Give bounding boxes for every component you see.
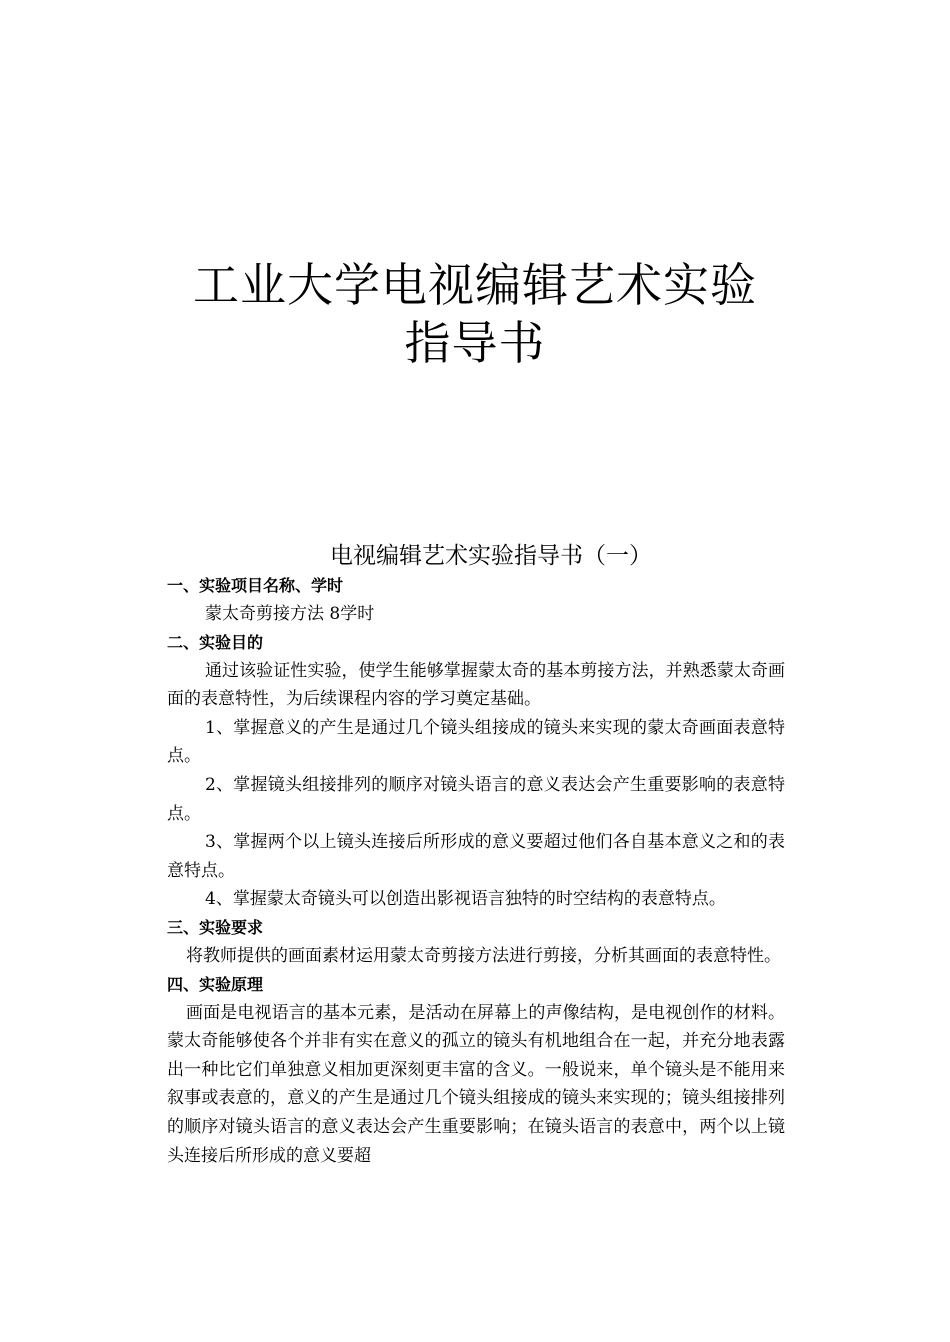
document-subtitle: 电视编辑艺术实验指导书（一） bbox=[330, 543, 652, 569]
section-experiment-name bbox=[167, 572, 785, 629]
section-heading: 三、实验要求 bbox=[167, 917, 264, 937]
section-experiment-purpose bbox=[167, 629, 785, 914]
paragraph: 3、掌握两个以上镜头连接后所形成的意义要超过他们各自基本意义之和的表意特点。 bbox=[167, 832, 785, 881]
section-heading: 四、实验原理 bbox=[167, 974, 264, 994]
document-title-line-2: 指导书 bbox=[404, 316, 546, 370]
document-title-line-1: 工业大学电视编辑艺术实验 bbox=[193, 258, 757, 312]
paragraph: 画面是电视语言的基本元素，是活动在屏幕上的声像结构，是电视创作的材料。蒙太奇能够使各个并非有实在意义的孤立的镜头有机地组合在一起，并充分地表露出一种比它们单独意义相加更深刻更丰富的含义。一般说来，单个镜头是不能用来叙事或表意的，意义的产生是通过几个镜头组接成的镜头来实现的；镜头组接排列的顺序对镜头语言的意义表达会产生重要影响；在镜头语言的表意中，两个以上镜头连接后所形成的意义要超 bbox=[167, 1002, 785, 1166]
paragraph: 4、掌握蒙太奇镜头可以创造出影视语言独特的时空结构的表意特点。 bbox=[205, 889, 726, 910]
document-title bbox=[0, 256, 950, 372]
paragraph: 1、掌握意义的产生是通过几个镜头组接成的镜头来实现的蒙太奇画面表意特点。 bbox=[167, 717, 785, 767]
paragraph: 蒙太奇剪接方法 8学时 bbox=[205, 604, 375, 624]
section-heading: 二、实验目的 bbox=[167, 632, 264, 652]
document-body bbox=[167, 540, 785, 1170]
paragraph: 通过该验证性实验，使学生能够掌握蒙太奇的基本剪接方法，并熟悉蒙太奇画面的表意特性，为后续课程内容的学习奠定基础。 bbox=[167, 660, 785, 710]
paragraph: 将教师提供的画面素材运用蒙太奇剪接方法进行剪接，分析其画面的表意特性。 bbox=[186, 945, 781, 966]
paragraph: 2、掌握镜头组接排列的顺序对镜头语言的意义表达会产生重要影响的表意特点。 bbox=[167, 774, 785, 824]
section-experiment-principle bbox=[167, 971, 785, 1171]
section-heading: 一、实验项目名称、学时 bbox=[167, 576, 344, 595]
section-experiment-requirements bbox=[167, 914, 785, 971]
